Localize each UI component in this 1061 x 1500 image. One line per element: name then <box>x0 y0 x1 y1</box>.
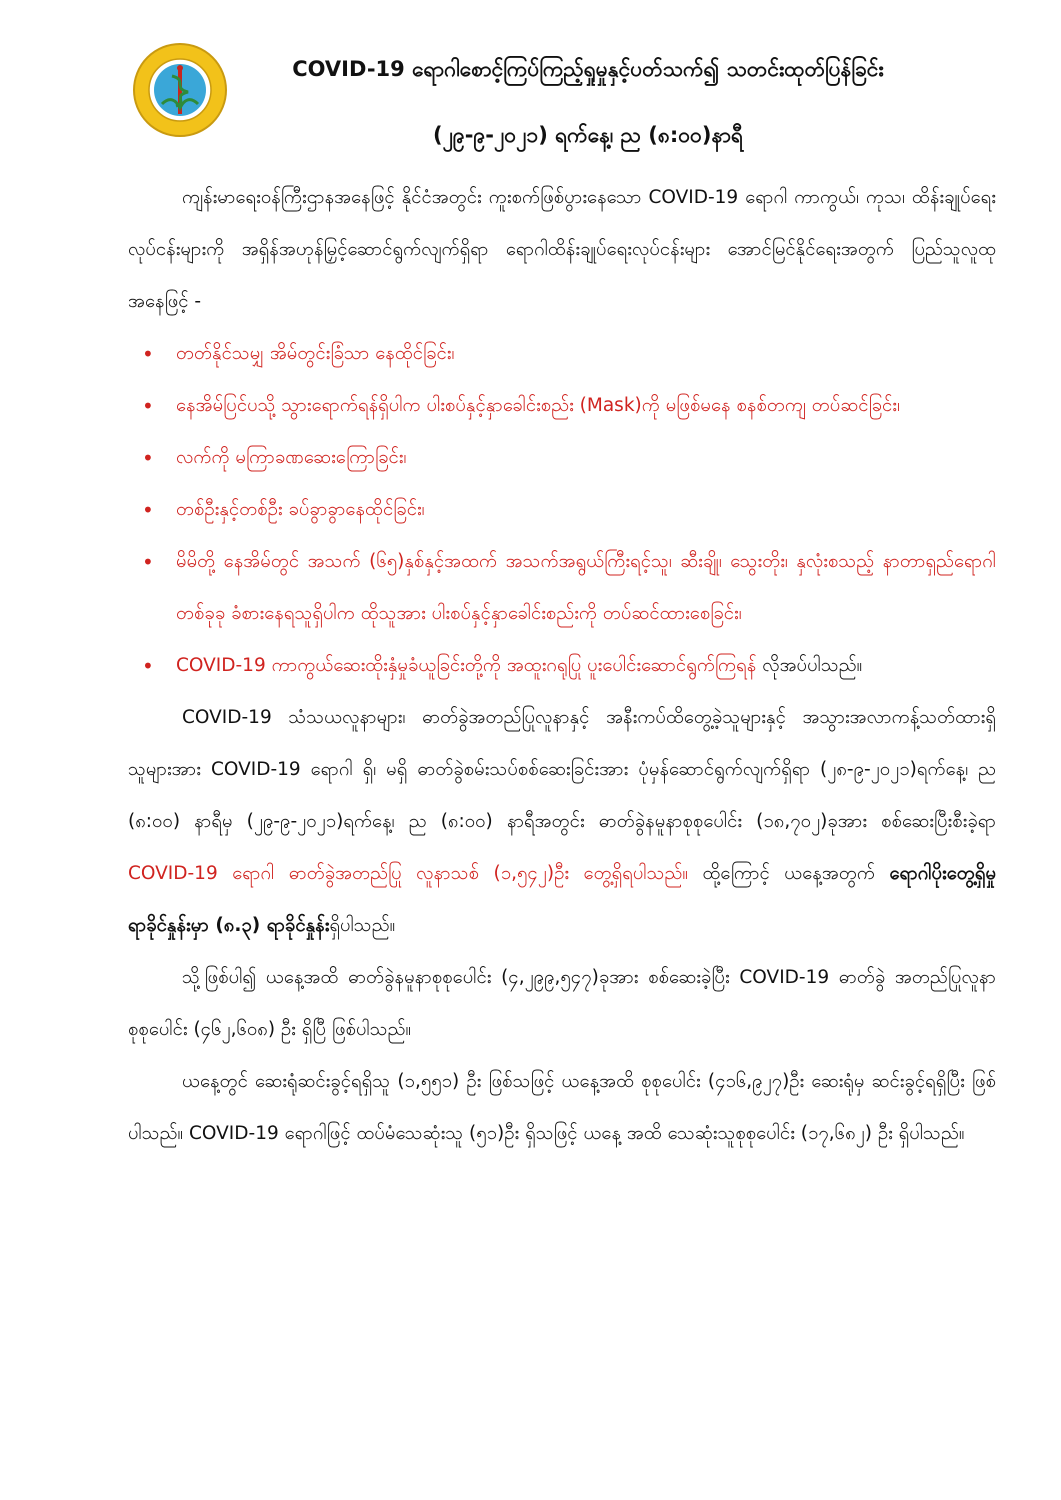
list-item: • COVID-19 ကာကွယ်ဆေးထိုးနှံမှုခံယူခြင်းတို့ကို အထူးဂရုပြု ပူးပေါင်းဆောင်ရွက်ကြရန် လိုအပ်ပါသည်။ <box>128 640 996 692</box>
list-item: • တတ်နိုင်သမျှ အိမ်တွင်းခြံသာ နေထိုင်ခြင်း၊ <box>128 328 996 380</box>
positivity-rate: ရောဂါပိုးတွေ့ရှိမှု ရာခိုင်နှုန်းမှာ (၈.၃) ရာခိုင်နှုန်း <box>128 863 997 936</box>
bullet-icon: • <box>142 550 154 574</box>
list-item: • တစ်ဦးနှင့်တစ်ဦး ခပ်ခွာခွာနေထိုင်ခြင်း၊ <box>128 484 996 536</box>
bullet-icon: • <box>142 498 154 522</box>
cumulative-paragraph: သို့ဖြစ်ပါ၍ ယနေ့အထိ ဓာတ်ခွဲနမူနာစုစုပေါင်း (၄,၂၉၉,၅၄၇)ခုအား စစ်ဆေးခဲ့ပြီး COVID-19 ဓာတ်ခွဲ အတည်ပြုလူနာ စုစုပေါင်း (၄၆၂,၆၀၈) ဦး ရှိပြီ ဖြစ်ပါသည်။ <box>128 967 996 1040</box>
advice-list <box>128 328 996 692</box>
press-body <box>128 172 996 1160</box>
intro-paragraph: ကျန်းမာရေးဝန်ကြီးဌာနအနေဖြင့် နိုင်ငံအတွင်း ကူးစက်ဖြစ်ပွားနေသော COVID-19 ရောဂါ ကာကွယ်၊ ကုသ၊ ထိန်းချုပ်ရေးလုပ်ငန်းများကို အရှိန်အဟုန်မြှင့်ဆောင်ရွက်လျက်ရှိရာ ရောဂါထိန်းချုပ်ရေးလုပ်ငန်းများ အောင်မြင်နိုင်ရေးအတွက် ပြည်သူလူထုအနေဖြင့် - <box>128 187 996 312</box>
discharge-death-paragraph: ယနေ့တွင် ဆေးရုံဆင်းခွင့်ရရှိသူ (၁,၅၅၁) ဦး ဖြစ်သဖြင့် ယနေ့အထိ စုစုပေါင်း (၄၁၆,၉၂၇)ဦး ဆေးရုံမှ ဆင်းခွင့်ရရှိပြီး ဖြစ်ပါသည်။ COVID-19 ရောဂါဖြင့် ထပ်မံသေဆုံးသူ (၅၁)ဦး ရှိသဖြင့် ယနေ့ အထိ သေဆုံးသူစုစုပေါင်း (၁၇,၆၈၂) ဦး ရှိပါသည်။ <box>128 1071 996 1144</box>
page-title: COVID-19 ရောဂါစောင့်ကြပ်ကြည့်ရှုမှုနှင့်ပတ်သက်၍ သတင်းထုတ်ပြန်ခြင်း <box>292 57 884 81</box>
date-time-subtitle: (၂၉-၉-၂၀၂၁) ရက်နေ့၊ ည (၈:၀၀)နာရီ <box>432 123 744 147</box>
bullet-icon: • <box>142 446 154 470</box>
bullet-icon: • <box>142 342 154 366</box>
health-emblem-icon <box>132 42 228 138</box>
bullet-icon: • <box>142 394 154 418</box>
ministry-of-health-logo <box>132 42 228 138</box>
list-item: • လက်ကို မကြာခဏဆေးကြောခြင်း၊ <box>128 432 996 484</box>
bullet-icon: • <box>142 654 154 678</box>
testing-paragraph: COVID-19 သံသယလူနာများ၊ ဓာတ်ခွဲအတည်ပြုလူနာနှင့် အနီးကပ်ထိတွေ့ခဲ့သူများနှင့် အသွားအလာကန့်သတ်ထားရှိသူများအား COVID-19 ရောဂါ ရှိ၊ မရှိ ဓာတ်ခွဲစမ်းသပ်စစ်ဆေးခြင်းအား ပုံမှန်ဆောင်ရွက်လျက်ရှိရာ (၂၈-၉-၂၀၂၁)ရက်နေ့၊ ည (၈:၀၀) နာရီမှ (၂၉-၉-၂၀၂၁)ရက်နေ့၊ ည (၈:၀၀) နာရီအတွင်း ဓာတ်ခွဲနမူနာစုစုပေါင်း (၁၈,၇၀၂)ခုအား စစ်ဆေးပြီးစီးခဲ့ရာ COVID-19 ရောဂါ ဓာတ်ခွဲအတည်ပြု လူနာသစ် (၁,၅၄၂)ဦး တွေ့ရှိရပါသည်။ ထို့ကြောင့် ယနေ့အတွက် ရောဂါပိုးတွေ့ရှိမှု ရာခိုင်နှုန်းမှာ (၈.၃) ရာခိုင်နှုန်းရှိပါသည်။ <box>128 707 997 936</box>
new-cases-highlight: COVID-19 ရောဂါ ဓာတ်ခွဲအတည်ပြု လူနာသစ် (၁,၅၄၂)ဦး တွေ့ရှိရပါသည်။ <box>128 863 688 884</box>
list-item: • မိမိတို့ နေအိမ်တွင် အသက် (၆၅)နှစ်နှင့်အထက် အသက်အရွယ်ကြီးရင့်သူ၊ ဆီးချို၊ သွေးတိုး၊ နှလုံးစသည့် နာတာရှည်ရောဂါတစ်ခုခု ခံစားနေရသူရှိပါက ထိုသူအား ပါးစပ်နှင့်နှာခေါင်းစည်းကို တပ်ဆင်ထားစေခြင်း၊ <box>128 536 996 640</box>
list-item: • နေအိမ်ပြင်ပသို့ သွားရောက်ရန်ရှိပါက ပါးစပ်နှင့်နှာခေါင်းစည်း (Mask)ကို မဖြစ်မနေ စနစ်တကျ တပ်ဆင်ခြင်း၊ <box>128 380 996 432</box>
